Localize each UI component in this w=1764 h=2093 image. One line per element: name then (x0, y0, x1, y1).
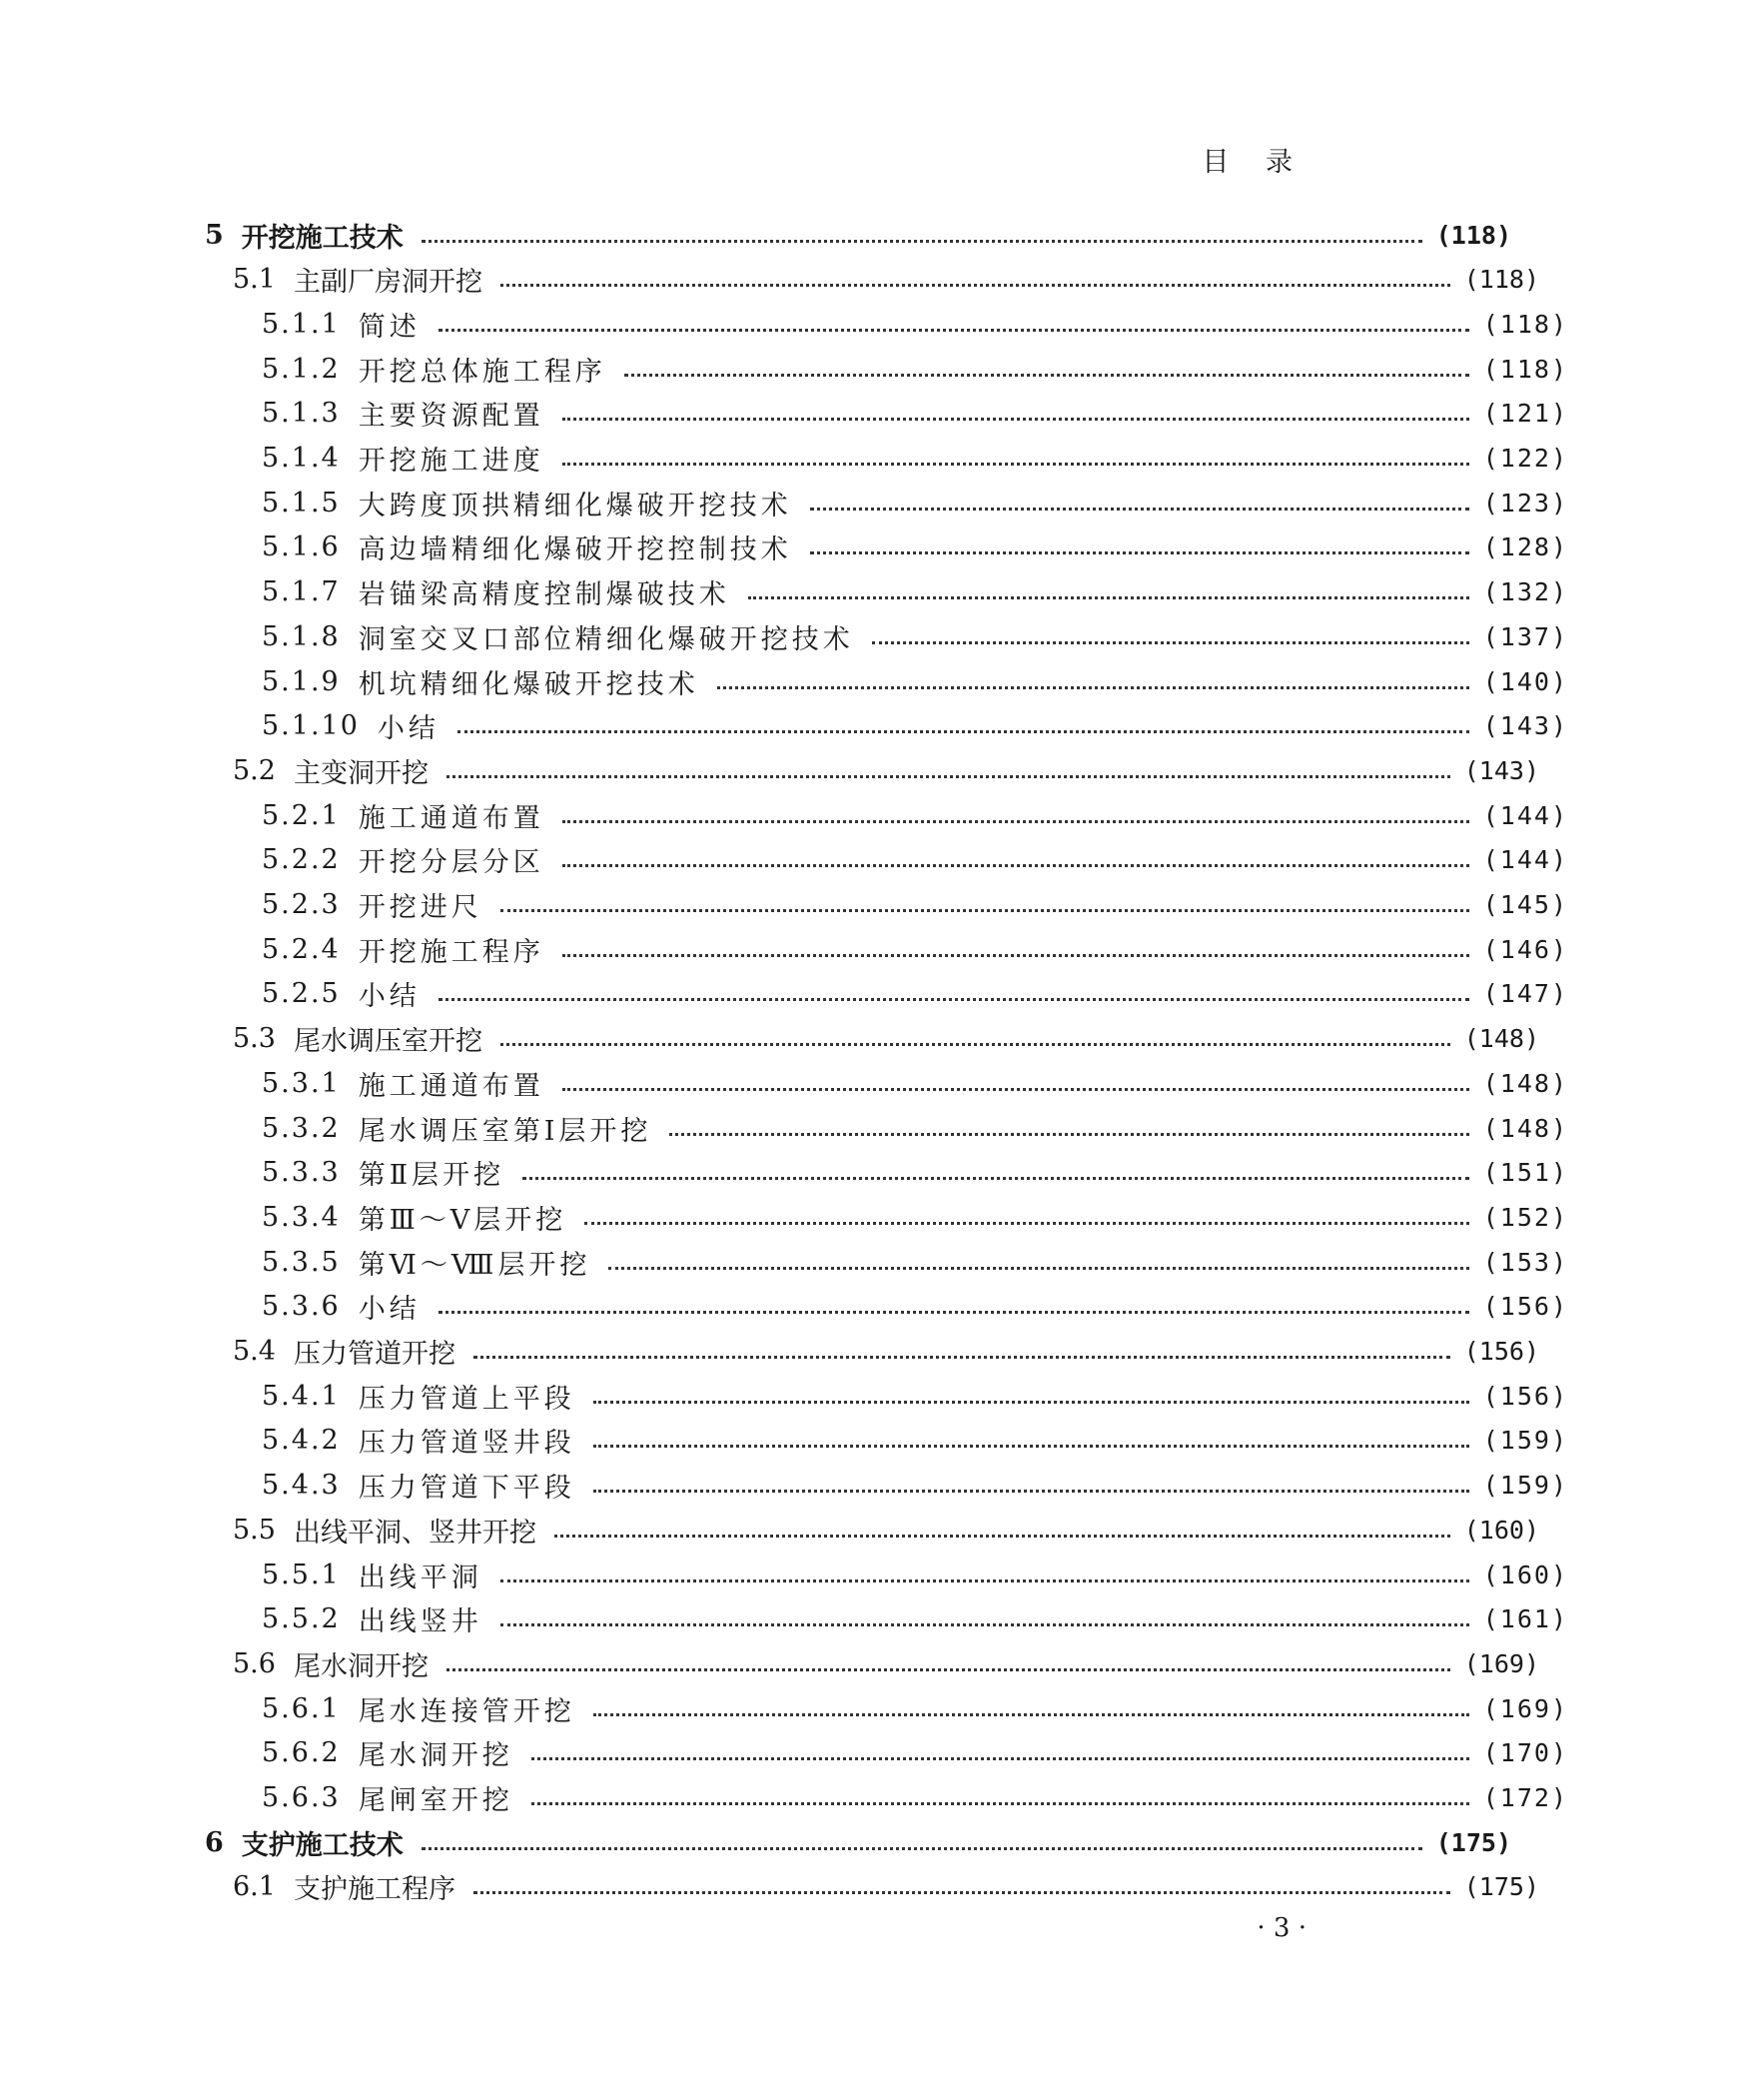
toc-entry-number: 5.5.2 (262, 1603, 341, 1635)
toc-leader-dots (562, 954, 1469, 957)
toc-entry-title: 开挖施工技术 (241, 222, 404, 254)
toc-leader-dots (562, 820, 1469, 823)
toc-entry-page: (175) (1463, 1872, 1539, 1902)
toc-leader-dots (562, 1088, 1469, 1091)
toc-leader-dots (439, 329, 1469, 332)
toc-entry[interactable] (0, 394, 1764, 434)
toc-leader-dots (593, 1401, 1469, 1404)
toc-entry-title: 压力管道开挖 (293, 1339, 455, 1370)
toc-entry-title: 高边墙精细化爆破开挖控制技术 (358, 534, 792, 566)
toc-entry-title: 小结 (358, 1294, 421, 1326)
toc-entry-number: 5.6.2 (262, 1737, 341, 1769)
toc-entry[interactable] (0, 1242, 1764, 1282)
toc-entry-number: 5.5 (233, 1514, 276, 1546)
toc-entry[interactable] (0, 1555, 1764, 1594)
toc-leader-dots (562, 463, 1469, 466)
toc-entry[interactable] (0, 1019, 1735, 1059)
toc-entry-page: (148) (1482, 1068, 1568, 1098)
toc-entry-page: (132) (1482, 577, 1568, 607)
toc-entry-title: 机坑精细化爆破开挖技术 (358, 668, 699, 700)
toc-entry-page: (153) (1482, 1247, 1568, 1277)
toc-entry-title: 压力管道竖井段 (358, 1428, 575, 1460)
toc-entry-title: 洞室交叉口部位精细化爆破开挖技术 (358, 623, 854, 655)
toc-leader-dots (624, 374, 1469, 377)
toc-entry[interactable] (0, 1778, 1764, 1818)
toc-entry-page: (148) (1463, 1024, 1539, 1054)
toc-leader-dots (872, 641, 1469, 644)
toc-entry[interactable] (0, 215, 1707, 255)
toc-entry[interactable] (0, 1332, 1735, 1372)
toc-entry-title: 尾水调压室开挖 (293, 1026, 482, 1058)
toc-leader-dots (500, 1623, 1469, 1626)
toc-leader-dots (500, 909, 1469, 912)
toc-leader-dots (593, 1445, 1469, 1448)
toc-leader-dots (473, 1891, 1450, 1894)
toc-entry[interactable] (0, 260, 1735, 300)
toc-leader-dots (810, 508, 1469, 511)
toc-entry[interactable] (0, 1376, 1764, 1416)
toc-entry-title: 岩锚梁高精度控制爆破技术 (358, 579, 730, 611)
toc-entry-page: (145) (1482, 890, 1568, 919)
toc-leader-dots (717, 686, 1469, 689)
toc-entry-number: 5.1.6 (262, 531, 341, 563)
toc-entry-page: (118) (1435, 220, 1511, 250)
toc-leader-dots (446, 775, 1450, 778)
toc-entry-title: 压力管道上平段 (358, 1383, 575, 1415)
toc-entry-page: (169) (1482, 1693, 1568, 1723)
toc-entry[interactable] (0, 1599, 1764, 1639)
toc-leader-dots (422, 240, 1422, 243)
toc-leader-dots (593, 1490, 1469, 1493)
toc-entry-number: 5.3.1 (262, 1067, 341, 1099)
toc-entry-number: 5.2 (233, 754, 276, 786)
toc-entry[interactable] (0, 1688, 1764, 1728)
toc-entry[interactable] (0, 349, 1764, 389)
toc-leader-dots (439, 998, 1469, 1001)
toc-leader-dots (554, 1535, 1450, 1538)
toc-leader-dots (422, 1847, 1422, 1850)
toc-entry-title: 第Ⅲ～Ⅴ层开挖 (358, 1204, 567, 1236)
toc-leader-dots (500, 284, 1450, 287)
toc-entry-title: 小结 (377, 713, 440, 745)
toc-entry-page: (128) (1482, 532, 1568, 562)
toc-entry-number: 5.3 (233, 1023, 276, 1055)
toc-entry-number: 5.1.7 (262, 576, 341, 608)
toc-entry-number: 5.2.3 (262, 889, 341, 920)
toc-entry-number: 5.1.1 (262, 308, 341, 340)
toc-entry-title: 压力管道下平段 (358, 1473, 575, 1505)
toc-entry-number: 5.4.2 (262, 1425, 341, 1457)
toc-entry[interactable] (0, 1108, 1764, 1148)
toc-leader-dots (531, 1802, 1469, 1805)
toc-entry[interactable] (0, 1063, 1764, 1103)
toc-entry-number: 6 (205, 1826, 224, 1858)
toc-entry-page: (144) (1482, 845, 1568, 875)
toc-entry-number: 5.6.1 (262, 1692, 341, 1724)
toc-entry[interactable] (0, 929, 1764, 969)
toc-entry-page: (159) (1482, 1426, 1568, 1456)
toc-entry-title: 第Ⅵ～Ⅷ层开挖 (358, 1249, 591, 1281)
toc-leader-dots (584, 1222, 1468, 1225)
toc-entry-title: 尾水洞开挖 (358, 1740, 513, 1772)
toc-entry[interactable] (0, 840, 1764, 880)
page-header-title: 目 录 (1202, 147, 1307, 178)
toc-entry-number: 5.6 (233, 1647, 276, 1679)
toc-entry-title: 施工通道布置 (358, 802, 544, 834)
toc-entry[interactable] (0, 974, 1764, 1014)
toc-entry-number: 5.3.3 (262, 1157, 341, 1189)
toc-entry[interactable] (0, 1287, 1764, 1327)
toc-entry[interactable] (0, 885, 1764, 925)
toc-entry-number: 5.4 (233, 1336, 276, 1367)
toc-entry[interactable] (0, 1822, 1707, 1862)
toc-entry-number: 5.6.3 (262, 1782, 341, 1813)
toc-entry-title: 开挖总体施工程序 (358, 356, 606, 388)
toc-entry-title: 尾水连接管开挖 (358, 1695, 575, 1727)
toc-entry-title: 开挖施工进度 (358, 446, 544, 477)
toc-entry-page: (169) (1463, 1648, 1539, 1678)
toc-entry-title: 出线平洞 (358, 1562, 482, 1593)
toc-leader-dots (473, 1356, 1450, 1359)
toc-entry-title: 主副厂房洞开挖 (293, 267, 482, 299)
toc-entry[interactable] (0, 572, 1764, 612)
toc-leader-dots (446, 1668, 1450, 1671)
toc-entry-title: 尾水调压室第Ⅰ层开挖 (358, 1115, 652, 1147)
toc-entry-number: 5.1.3 (262, 398, 341, 430)
toc-entry-page: (172) (1482, 1783, 1568, 1812)
toc-entry-title: 第Ⅱ层开挖 (358, 1160, 505, 1192)
toc-entry-title: 开挖进尺 (358, 892, 482, 923)
toc-entry-title: 主变洞开挖 (293, 757, 429, 789)
toc-entry-title: 开挖分层分区 (358, 847, 544, 879)
page-number: · 3 · (1257, 1913, 1307, 1943)
toc-entry-number: 5.1.10 (262, 710, 360, 742)
toc-entry[interactable] (0, 1733, 1764, 1773)
toc-entry[interactable] (0, 616, 1764, 656)
toc-leader-dots (500, 1043, 1450, 1046)
toc-entry-number: 5.1.2 (262, 353, 341, 385)
toc-entry-page: (144) (1482, 800, 1568, 830)
toc-entry-number: 5 (205, 219, 224, 251)
toc-entry-number: 5.3.6 (262, 1291, 341, 1323)
toc-entry[interactable] (0, 1466, 1764, 1506)
toc-leader-dots (608, 1267, 1468, 1270)
toc-entry-number: 5.3.5 (262, 1246, 341, 1278)
toc-entry[interactable] (0, 304, 1764, 344)
toc-entry-page: (118) (1482, 354, 1568, 384)
toc-entry-page: (143) (1463, 755, 1539, 785)
toc-entry-number: 5.1.4 (262, 443, 341, 474)
toc-entry-title: 尾闸室开挖 (358, 1785, 513, 1816)
toc-entry[interactable] (0, 439, 1764, 479)
toc-entry[interactable] (0, 527, 1764, 567)
toc-entry-page: (159) (1482, 1471, 1568, 1501)
toc-entry-page: (175) (1435, 1827, 1511, 1857)
toc-entry-page: (122) (1482, 444, 1568, 473)
toc-entry-number: 5.1.5 (262, 487, 341, 519)
toc-entry-page: (156) (1482, 1381, 1568, 1411)
toc-entry-number: 5.5.1 (262, 1559, 341, 1590)
toc-entry-title: 大跨度顶拱精细化爆破开挖技术 (358, 490, 792, 522)
toc-entry-title: 小结 (358, 981, 421, 1013)
toc-entry-page: (140) (1482, 666, 1568, 696)
toc-entry-number: 5.3.2 (262, 1112, 341, 1144)
toc-leader-dots (593, 1713, 1469, 1716)
toc-entry-title: 尾水洞开挖 (293, 1650, 429, 1682)
toc-entry-number: 5.2.2 (262, 844, 341, 876)
toc-leader-dots (457, 730, 1469, 733)
toc-entry-page: (143) (1482, 711, 1568, 741)
toc-entry-title: 出线平洞、竖井开挖 (293, 1517, 536, 1549)
toc-entry-page: (161) (1482, 1604, 1568, 1634)
toc-entry[interactable] (0, 661, 1764, 701)
toc-entry-title: 支护施工技术 (241, 1829, 404, 1861)
toc-entry-title: 支护施工程序 (293, 1874, 455, 1906)
toc-entry[interactable] (0, 706, 1764, 746)
toc-leader-dots (562, 418, 1469, 421)
toc-entry-number: 5.2.4 (262, 933, 341, 965)
toc-entry-page: (170) (1482, 1738, 1568, 1768)
toc-entry-number: 5.4.1 (262, 1380, 341, 1412)
toc-entry[interactable] (0, 1643, 1735, 1683)
toc-entry[interactable] (0, 483, 1764, 523)
toc-entry-number: 6.1 (233, 1871, 276, 1903)
toc-entry-number: 5.1.8 (262, 620, 341, 652)
toc-entry-page: (147) (1482, 979, 1568, 1009)
toc-leader-dots (562, 864, 1469, 867)
toc-entry[interactable] (0, 750, 1735, 790)
toc-leader-dots (748, 596, 1469, 599)
toc-entry-title: 施工通道布置 (358, 1070, 544, 1102)
toc-entry-page: (118) (1482, 309, 1568, 339)
toc-entry-title: 出线竖井 (358, 1606, 482, 1638)
toc-entry-page: (156) (1482, 1292, 1568, 1322)
toc-leader-dots (669, 1133, 1468, 1136)
toc-leader-dots (500, 1579, 1469, 1582)
toc-entry-page: (123) (1482, 488, 1568, 518)
toc-entry-number: 5.2.1 (262, 799, 341, 831)
toc-entry-number: 5.2.5 (262, 978, 341, 1010)
toc-leader-dots (810, 551, 1469, 554)
toc-entry-page: (151) (1482, 1158, 1568, 1188)
toc-entry-number: 5.4.3 (262, 1470, 341, 1502)
toc-entry-page: (121) (1482, 399, 1568, 429)
toc-entry[interactable] (0, 1510, 1735, 1550)
toc-entry-title: 主要资源配置 (358, 401, 544, 433)
toc-entry-number: 5.1 (233, 264, 276, 296)
toc-entry-page: (148) (1482, 1113, 1568, 1143)
toc-entry[interactable] (0, 1153, 1764, 1193)
toc-entry[interactable] (0, 1421, 1764, 1461)
toc-entry-number: 5.3.4 (262, 1201, 341, 1233)
toc-entry-page: (137) (1482, 621, 1568, 651)
toc-leader-dots (522, 1177, 1469, 1180)
toc-entry-title: 开挖施工程序 (358, 936, 544, 968)
toc-entry-page: (118) (1463, 265, 1539, 295)
toc-entry-page: (160) (1482, 1560, 1568, 1589)
toc-leader-dots (531, 1757, 1469, 1760)
toc-entry-page: (160) (1463, 1515, 1539, 1545)
toc-entry-number: 5.1.9 (262, 665, 341, 697)
toc-entry-page: (156) (1463, 1337, 1539, 1366)
toc-entry-page: (146) (1482, 934, 1568, 964)
toc-leader-dots (439, 1311, 1469, 1314)
toc-entry[interactable] (0, 1867, 1735, 1907)
toc-entry-page: (152) (1482, 1202, 1568, 1232)
toc-entry-title: 简述 (358, 311, 421, 343)
toc-entry[interactable] (0, 1197, 1764, 1237)
toc-entry[interactable] (0, 795, 1764, 835)
